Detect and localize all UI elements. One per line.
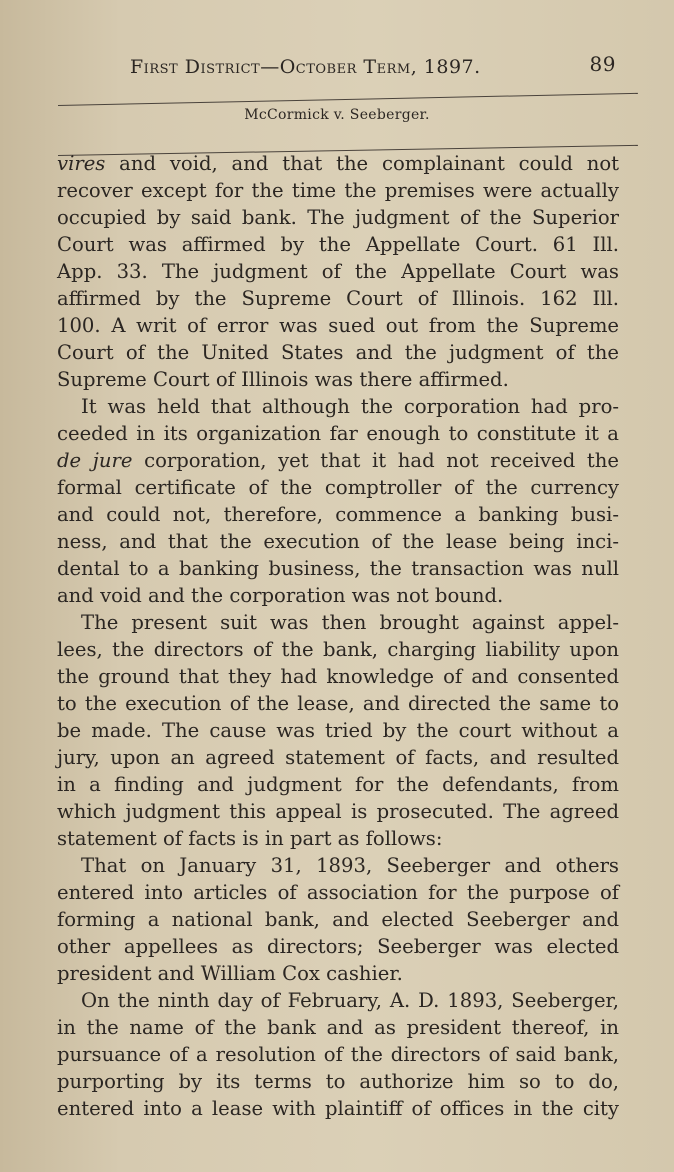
text-line: affirmed by the Supreme Court of Illinois. 162 Ill. [57,287,619,310]
text-line: formal certificate of the comptroller of the currency [57,476,619,499]
text-line: The present suit was then brought against appel- [81,611,619,634]
running-title: First District—October Term, 1897. [130,56,481,78]
text-line: other appellees as directors; Seeberger was elected [57,935,619,958]
text-line: and void and the corporation was not bound. [57,584,504,607]
text-line: entered into articles of association for the purpose of [57,881,619,904]
text-line: and could not, therefore, commence a banking busi- [57,503,619,526]
text-line: statement of facts is in part as follows: [57,827,443,850]
text-line: ceeded in its organization far enough to constitute it a [57,422,619,445]
text-line: ness, and that the execution of the lease being inci- [57,530,619,553]
text-line: lees, the directors of the bank, charging liability upon [57,638,619,661]
text-line: forming a national bank, and elected Seeberger and [57,908,619,931]
paragraph-2 [57,393,619,609]
text-line: It was held that although the corporation had pro- [81,395,619,418]
text-line: in the name of the bank and as president thereof, in [57,1016,619,1039]
text-line: be made. The cause was tried by the court without a [57,719,619,742]
text-line: which judgment this appeal is prosecuted. The agreed [57,800,619,823]
text-line: jury, upon an agreed statement of facts, and resulted [57,746,619,769]
text-line: App. 33. The judgment of the Appellate Court was [57,260,619,283]
paragraph-3 [57,609,619,852]
text-line: occupied by said bank. The judgment of the Superior [57,206,619,229]
text-line: Court was affirmed by the Appellate Court. 61 Ill. [57,233,619,256]
text-line: the ground that they had knowledge of and consented [57,665,619,688]
case-title: McCormick v. Seeberger. [244,107,430,123]
text-line: de jure corporation, yet that it had not received the [57,449,620,472]
paragraph-5 [57,987,619,1122]
text-line: vires and void, and that the complainant could not [57,152,619,175]
paragraph-1 [57,150,619,393]
text-line: purporting by its terms to authorize him so to do, [57,1070,619,1093]
paragraph-4 [57,852,619,987]
text-line: in a finding and judgment for the defendants, from [57,773,619,796]
text-line: pursuance of a resolution of the directors of said bank, [57,1043,619,1066]
text-line: On the ninth day of February, A. D. 1893, Seeberger, [81,989,619,1012]
text-line: Court of the United States and the judgment of the [57,341,619,364]
page-number: 89 [589,52,616,76]
running-head [130,52,630,86]
header-rule [58,93,638,106]
text-line: 100. A writ of error was sued out from the Supreme [57,314,619,337]
text-line: Supreme Court of Illinois was there affirmed. [57,368,509,391]
text-line: recover except for the time the premises were actually [57,179,619,202]
text-line: dental to a banking business, the transaction was null [57,557,619,580]
text-line: entered into a lease with plaintiff of offices in the city [57,1097,619,1120]
text-line: president and William Cox cashier. [57,962,403,985]
text-line: That on January 31, 1893, Seeberger and others [81,854,619,877]
text-line: to the execution of the lease, and directed the same to [57,692,619,715]
body-text [57,150,619,1122]
